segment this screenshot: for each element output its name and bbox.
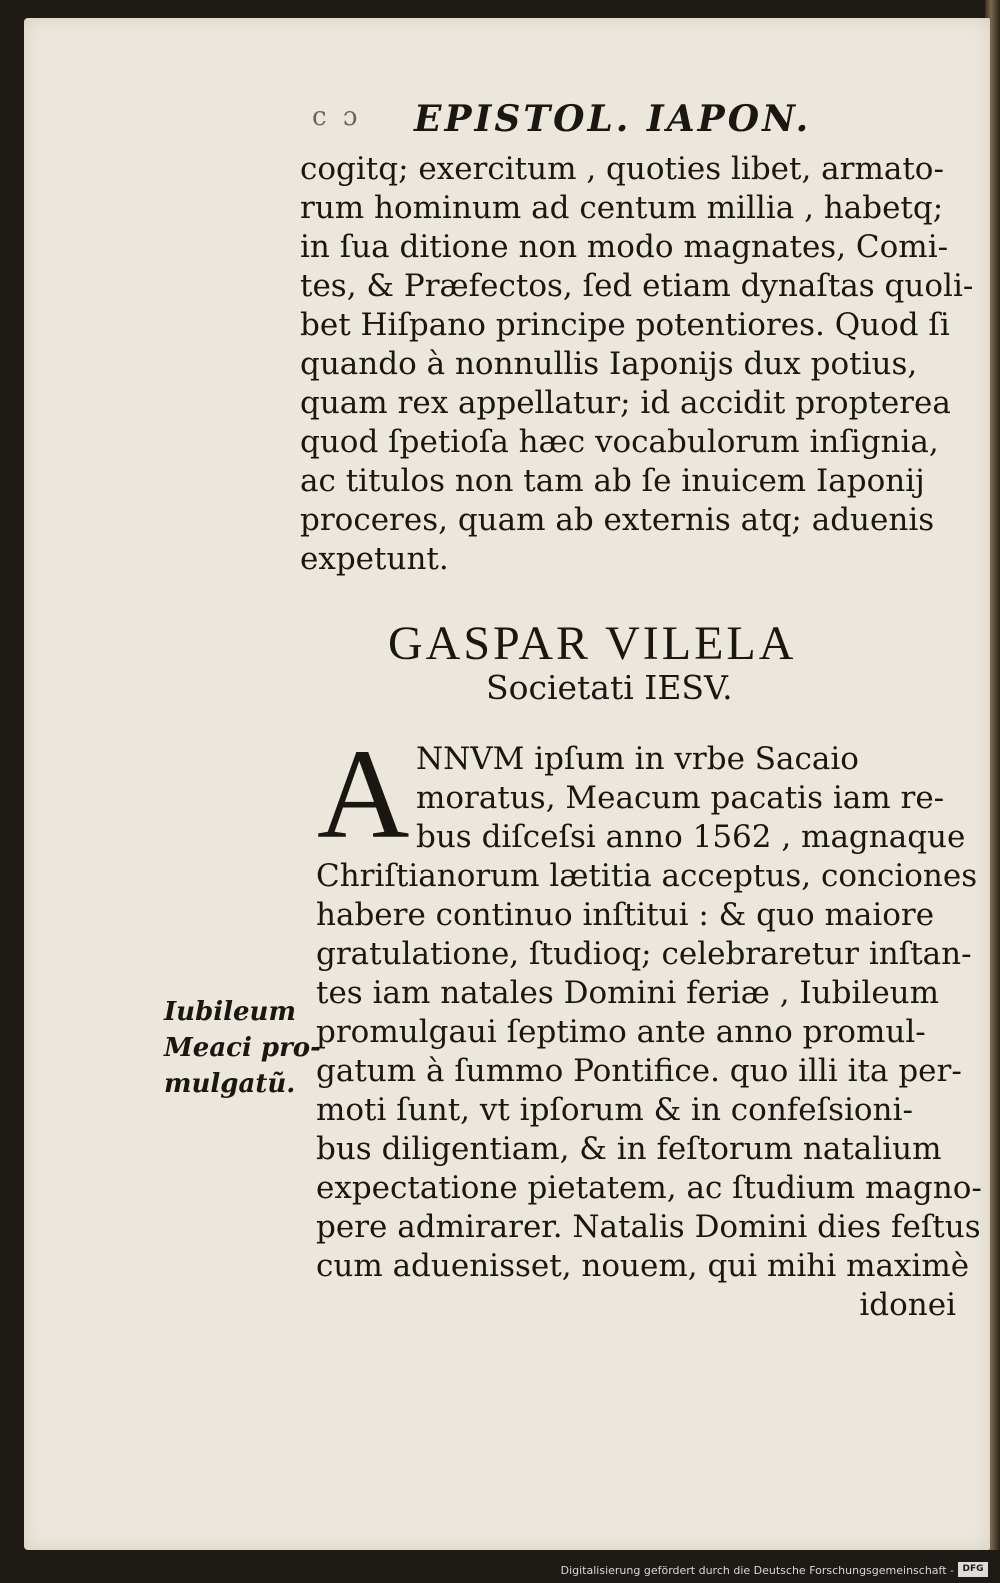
margin-note-line: Iubileum [164,997,296,1027]
text-line: bet Hiſpano principe potentiores. Quod ſi [300,307,950,343]
text-line: moratus, Meacum pacatis iam re- [416,780,945,816]
dfg-logo: DFG [958,1562,988,1577]
text-line: cum aduenisset, nouem, qui mihi maximè [316,1248,970,1284]
letter-paragraph [316,740,982,1325]
text-line: promulgaui ſeptimo ante anno promul- [316,1014,926,1050]
digitization-credit: Digitalisierung gefördert durch die Deutsche Forschungsgemeinschaft - [560,1564,954,1577]
margin-note [164,994,321,1102]
text-line: proceres, quam ab externis atq; aduenis [300,502,935,538]
margin-note-line: Meaci pro- [164,1033,321,1063]
text-line: gatum à ſummo Pontifice. quo illi ita per- [316,1053,962,1089]
text-line: bus diſceſsi anno 1562 , magnaque [416,819,966,855]
text-line: quando à nonnullis Iaponijs dux potius, [300,346,918,382]
text-line: bus diligentiam, & in feſtorum natalium [316,1131,942,1167]
text-line: cogitq; exercitum , quoties libet, armato- [300,151,944,187]
text-line: quam rex appellatur; id accidit propterea [300,385,951,421]
catchword: idonei [859,1287,956,1323]
text-line: quod ſpetioſa hæc vocabulorum inſignia, [300,424,939,460]
text-line: NNVM ipſum in vrbe Sacaio [416,741,859,777]
book-page [24,18,990,1550]
section-subtitle: Societati IESV. [486,668,733,707]
running-header [24,98,990,142]
page-ornament: c ɔ [312,102,362,132]
text-line: expectatione pietatem, ac ſtudium magno- [316,1170,982,1206]
text-line: rum hominum ad centum millia , habetq; [300,190,944,226]
running-title: EPISTOL. IAPON. [414,98,812,140]
margin-note-line: mulgatũ. [164,1069,296,1099]
drop-cap: A [317,723,410,865]
continued-text [300,150,974,579]
text-line: tes, & Præfectos, ſed etiam dynaſtas quoli- [300,268,974,304]
text-line: in ſua ditione non modo magnates, Comi- [300,229,949,265]
text-line: tes iam natales Domini feriæ , Iubileum [316,975,940,1011]
text-line: habere continuo inſtitui : & quo maiore [316,897,935,933]
text-line: pere admirarer. Natalis Domini dies feſtus [316,1209,981,1245]
text-line: expetunt. [300,541,449,577]
section-title: GASPAR VILELA [388,617,797,670]
text-line: ac titulos non tam ab ſe inuicem Iaponij [300,463,925,499]
text-line: gratulatione, ſtudioq; celebraretur inſtan- [316,936,972,972]
text-line: moti ſunt, vt ipſorum & in confeſsioni- [316,1092,913,1128]
text-line: Chriſtianorum lætitia acceptus, conciones [316,858,978,894]
